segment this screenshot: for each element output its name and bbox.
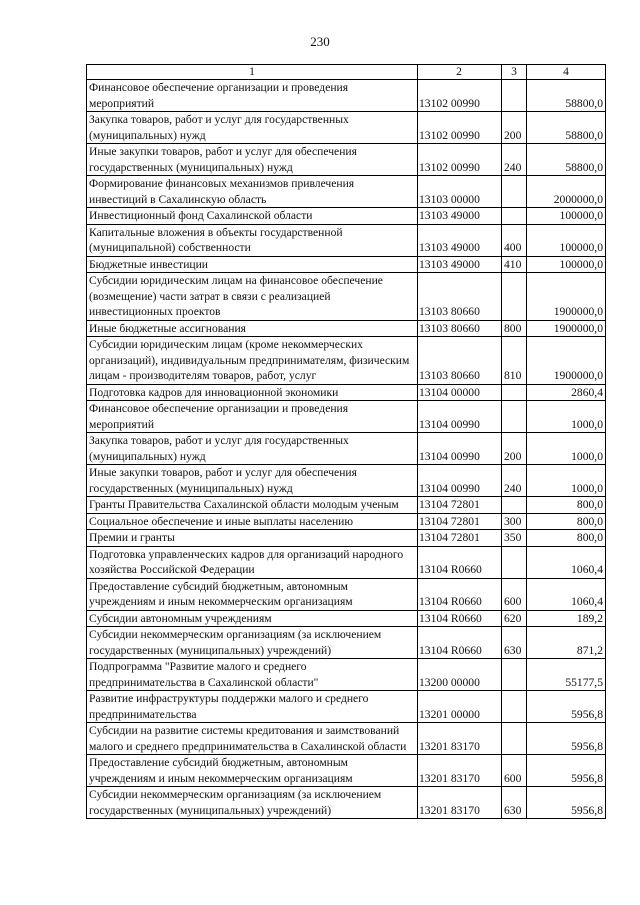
table-row (87, 497, 606, 514)
row-name-cell: Субсидии некоммерческим организациям (за исключением государственных (муниципальных) учреждений) (87, 787, 418, 819)
table-row (87, 144, 606, 176)
row-code-cell: 13103 80660 (418, 273, 502, 321)
row-amount-cell: 1000,0 (527, 465, 606, 497)
row-name-cell: Субсидии юридическим лицам на финансовое обеспечение (возмещение) части затрат в связи с реализацией инвестиционных проектов (87, 273, 418, 321)
row-code-cell: 13104 R0660 (418, 627, 502, 659)
row-expense-type-cell (502, 273, 527, 321)
table-row (87, 337, 606, 385)
table-row (87, 513, 606, 530)
row-amount-cell: 800,0 (527, 530, 606, 547)
row-amount-cell: 1000,0 (527, 401, 606, 433)
row-amount-cell: 58800,0 (527, 144, 606, 176)
row-name-cell: Предоставление субсидий бюджетным, автономным учреждениям и иным некоммерческим организациям (87, 578, 418, 610)
row-expense-type-cell: 810 (502, 337, 527, 385)
row-expense-type-cell: 400 (502, 224, 527, 256)
table-row (87, 787, 606, 819)
table-body (87, 80, 606, 819)
row-amount-cell: 1060,4 (527, 546, 606, 578)
row-code-cell: 13104 72801 (418, 497, 502, 514)
row-name-cell: Предоставление субсидий бюджетным, автономным учреждениям и иным некоммерческим организациям (87, 755, 418, 787)
table-row (87, 176, 606, 208)
row-code-cell: 13103 49000 (418, 256, 502, 273)
header-col-1: 1 (87, 65, 418, 80)
row-name-cell: Финансовое обеспечение организации и проведения мероприятий (87, 80, 418, 112)
table-row (87, 384, 606, 401)
row-amount-cell: 55177,5 (527, 659, 606, 691)
row-code-cell: 13103 49000 (418, 224, 502, 256)
table-row (87, 691, 606, 723)
row-code-cell: 13103 80660 (418, 337, 502, 385)
row-amount-cell: 100000,0 (527, 256, 606, 273)
row-code-cell: 13104 00990 (418, 401, 502, 433)
row-expense-type-cell: 630 (502, 787, 527, 819)
row-name-cell: Субсидии на развитие системы кредитования и заимствований малого и среднего предпринимательства в Сахалинской области (87, 723, 418, 755)
row-name-cell: Премии и гранты (87, 530, 418, 547)
row-expense-type-cell (502, 384, 527, 401)
row-name-cell: Закупка товаров, работ и услуг для государственных (муниципальных) нужд (87, 433, 418, 465)
row-name-cell: Субсидии некоммерческим организациям (за исключением государственных (муниципальных) учреждений) (87, 627, 418, 659)
row-code-cell: 13103 49000 (418, 208, 502, 225)
row-expense-type-cell (502, 497, 527, 514)
row-name-cell: Субсидии юридическим лицам (кроме некоммерческих организаций), индивидуальным предпринимателям, физическим лицам - производителям товаров, работ, услуг (87, 337, 418, 385)
table-row (87, 320, 606, 337)
row-expense-type-cell: 800 (502, 320, 527, 337)
row-amount-cell: 1900000,0 (527, 273, 606, 321)
row-name-cell: Иные бюджетные ассигнования (87, 320, 418, 337)
table-row (87, 273, 606, 321)
row-expense-type-cell (502, 723, 527, 755)
row-expense-type-cell (502, 208, 527, 225)
table-row (87, 578, 606, 610)
table-row (87, 627, 606, 659)
table-row (87, 208, 606, 225)
row-amount-cell: 100000,0 (527, 224, 606, 256)
row-expense-type-cell (502, 176, 527, 208)
row-code-cell: 13104 R0660 (418, 578, 502, 610)
row-code-cell: 13200 00000 (418, 659, 502, 691)
row-expense-type-cell: 410 (502, 256, 527, 273)
row-code-cell: 13102 00990 (418, 112, 502, 144)
row-code-cell: 13103 00000 (418, 176, 502, 208)
row-amount-cell: 5956,8 (527, 691, 606, 723)
table-row (87, 112, 606, 144)
row-amount-cell: 2000000,0 (527, 176, 606, 208)
row-expense-type-cell: 630 (502, 627, 527, 659)
row-name-cell: Субсидии автономным учреждениям (87, 610, 418, 627)
row-name-cell: Финансовое обеспечение организации и проведения мероприятий (87, 401, 418, 433)
table-row (87, 80, 606, 112)
row-name-cell: Подготовка управленческих кадров для организаций народного хозяйства Российской Федерации (87, 546, 418, 578)
row-name-cell: Формирование финансовых механизмов привлечения инвестиций в Сахалинскую область (87, 176, 418, 208)
row-amount-cell: 58800,0 (527, 80, 606, 112)
row-amount-cell: 100000,0 (527, 208, 606, 225)
row-name-cell: Развитие инфраструктуры поддержки малого и среднего предпринимательства (87, 691, 418, 723)
table-row (87, 433, 606, 465)
row-code-cell: 13201 83170 (418, 787, 502, 819)
budget-table (86, 64, 606, 819)
table-row (87, 224, 606, 256)
row-expense-type-cell (502, 546, 527, 578)
row-amount-cell: 1000,0 (527, 433, 606, 465)
table-row (87, 659, 606, 691)
row-code-cell: 13102 00990 (418, 80, 502, 112)
row-expense-type-cell: 620 (502, 610, 527, 627)
row-code-cell: 13103 80660 (418, 320, 502, 337)
table-header-row (87, 65, 606, 80)
row-amount-cell: 1900000,0 (527, 337, 606, 385)
row-code-cell: 13104 00990 (418, 465, 502, 497)
row-expense-type-cell: 350 (502, 530, 527, 547)
row-name-cell: Инвестиционный фонд Сахалинской области (87, 208, 418, 225)
row-code-cell: 13104 72801 (418, 513, 502, 530)
row-expense-type-cell (502, 401, 527, 433)
row-expense-type-cell (502, 80, 527, 112)
row-expense-type-cell: 600 (502, 755, 527, 787)
row-name-cell: Подпрограмма "Развитие малого и среднего предпринимательства в Сахалинской области" (87, 659, 418, 691)
table-row (87, 256, 606, 273)
row-code-cell: 13104 72801 (418, 530, 502, 547)
row-expense-type-cell: 200 (502, 112, 527, 144)
row-amount-cell: 1900000,0 (527, 320, 606, 337)
row-amount-cell: 800,0 (527, 497, 606, 514)
row-amount-cell: 189,2 (527, 610, 606, 627)
row-amount-cell: 5956,8 (527, 723, 606, 755)
row-code-cell: 13104 R0660 (418, 610, 502, 627)
row-expense-type-cell: 240 (502, 465, 527, 497)
table-row (87, 755, 606, 787)
table-row (87, 723, 606, 755)
table-row (87, 401, 606, 433)
row-name-cell: Иные закупки товаров, работ и услуг для обеспечения государственных (муниципальных) нужд (87, 465, 418, 497)
row-amount-cell: 1060,4 (527, 578, 606, 610)
row-amount-cell: 5956,8 (527, 755, 606, 787)
row-amount-cell: 2860,4 (527, 384, 606, 401)
row-code-cell: 13102 00990 (418, 144, 502, 176)
row-expense-type-cell (502, 659, 527, 691)
table-row (87, 465, 606, 497)
row-expense-type-cell (502, 691, 527, 723)
row-code-cell: 13201 83170 (418, 755, 502, 787)
row-amount-cell: 800,0 (527, 513, 606, 530)
row-expense-type-cell: 200 (502, 433, 527, 465)
header-col-4: 4 (527, 65, 606, 80)
row-name-cell: Социальное обеспечение и иные выплаты населению (87, 513, 418, 530)
table-row (87, 530, 606, 547)
row-name-cell: Гранты Правительства Сахалинской области молодым ученым (87, 497, 418, 514)
header-col-3: 3 (502, 65, 527, 80)
row-code-cell: 13104 00990 (418, 433, 502, 465)
row-code-cell: 13201 00000 (418, 691, 502, 723)
row-amount-cell: 58800,0 (527, 112, 606, 144)
row-name-cell: Иные закупки товаров, работ и услуг для обеспечения государственных (муниципальных) нужд (87, 144, 418, 176)
page-number: 230 (310, 34, 330, 49)
row-code-cell: 13104 R0660 (418, 546, 502, 578)
table-row (87, 546, 606, 578)
row-amount-cell: 5956,8 (527, 787, 606, 819)
row-name-cell: Капитальные вложения в объекты государственной (муниципальной) собственности (87, 224, 418, 256)
row-code-cell: 13104 00000 (418, 384, 502, 401)
row-expense-type-cell: 600 (502, 578, 527, 610)
row-expense-type-cell: 300 (502, 513, 527, 530)
row-code-cell: 13201 83170 (418, 723, 502, 755)
row-amount-cell: 871,2 (527, 627, 606, 659)
row-name-cell: Закупка товаров, работ и услуг для государственных (муниципальных) нужд (87, 112, 418, 144)
row-name-cell: Подготовка кадров для инновационной экономики (87, 384, 418, 401)
table-row (87, 610, 606, 627)
row-expense-type-cell: 240 (502, 144, 527, 176)
header-col-2: 2 (418, 65, 502, 80)
row-name-cell: Бюджетные инвестиции (87, 256, 418, 273)
